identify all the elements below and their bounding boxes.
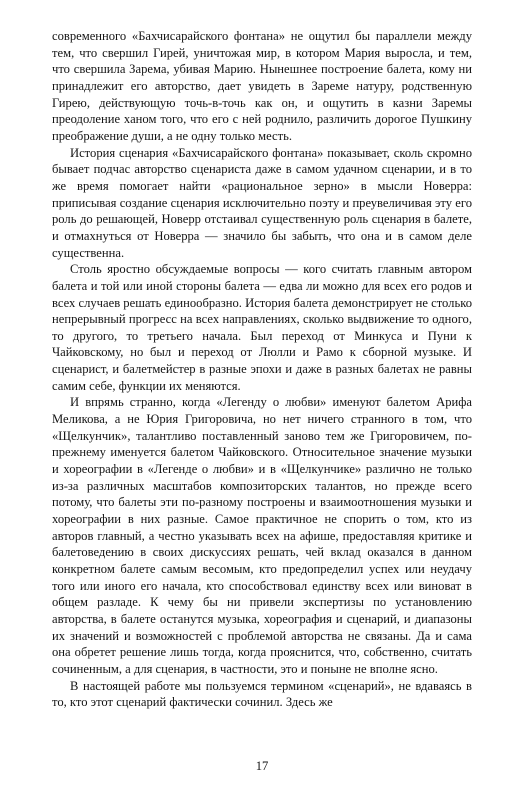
page-number: 17 xyxy=(255,759,269,773)
paragraph-authorship-questions: Столь яростно обсуждаемые вопросы — кого считать главным автором балета и той или иной стороны балета — едва ли можно для всех его родов и всех случаев решать единообразно. История балета демонстрирует не столько непрерывный прогресс на всех направлениях, сколько выдвижение то одного, то другого, то третьего начала. Был переход от Минкуса и Пуни к Чайковскому, но был и переход от Люлли и Рамо к сборной музыке. И сценарист, и балетмейстер в разные эпохи и даже в разных балетах не равны самим себе, функции их меняются. xyxy=(52,262,472,393)
paragraph-term-scenario: В настоящей работе мы пользуемся термином «сценарий», не вдаваясь в то, кто этот сценарий фактически сочинил. Здесь же xyxy=(52,678,472,710)
book-page xyxy=(52,28,472,772)
paragraph-scenario-history: История сценария «Бахчисарайского фонтана» показывает, сколь скромно бывает подчас авторство сценариста даже в самом удачном сценарии, и в то же время помогает найти «рациональное зерно» в мысли Новерра: приписывая создание сценария исключительно поэту и преувеличивая эту его роль до решающей, Новерр отстаивал существенную роль сценария в балете, и отмахнуться от Новерра — значило бы забыть, что она и в самом деле существенна. xyxy=(52,145,472,260)
paragraph-legend-of-love: И впрямь странно, когда «Легенду о любви» именуют балетом Арифа Меликова, а не Юрия Григоровича, но нет ничего странного в том, что «Щелкунчик», талантливо поставленный заново тем же Григоровичем, по-прежнему именуется балетом Чайковского. Относительное значение музыки и хореографии в «Легенде о любви» и в «Щелкунчике» различно не только из-за различных масштабов композиторских талантов, но прежде всего потому, что балеты эти по-разному построены и взаимоотношения музыки и хореографии в них разные. Самое практичное не спорить о том, кто из авторов главный, а честно указывать всех на афише, предоставляя критике и балетоведению в своих дискуссиях решать, чей вклад оказался в данном конкретном балете самым весомым, кто предопределил успех или неудачу того или иного его начала, кто способствовал единству всех или виноват в общем разладе. К чему бы ни привели экспертизы по установлению авторства, в балете останутся музыка, хореография и сценарий, и диапазоны их значений и возможностей с проблемой авторства не связаны. Да и сама она обретет решение лишь тогда, когда прояснится, что, собственно, считать сочиненным, а для сценария, в частности, это и поныне не вполне ясно. xyxy=(52,395,472,676)
paragraph-continuation: современного «Бахчисарайского фонтана» не ощутил бы параллели между тем, что свершил Гирей, уничтожая мир, в котором Мария выросла, и тем, что свершила Зарема, убивая Марию. Нынешнее построение балета, кому ни принадлежит его авторство, дает увидеть в Зареме натуру, родственную Гирею, действующую точь-в-точь как он, и ощутить в казни Заремы преодоление ханом того, что его с ней роднило, различить дорогое Пушкину преображение души, а не одну только месть. xyxy=(52,29,472,143)
body-text xyxy=(52,28,472,711)
